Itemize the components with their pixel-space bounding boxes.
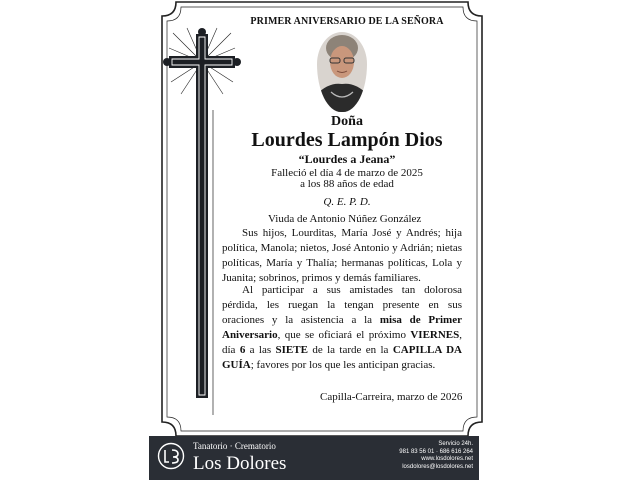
title-prefix: Doña (331, 114, 363, 129)
deceased-alias: “Lourdes a Jeana” (298, 152, 396, 166)
website-link[interactable]: www.losdolores.net (421, 456, 473, 462)
widow-line: Viuda de Antonio Núñez González (268, 213, 422, 225)
age-line: a los 88 años de edad (300, 178, 394, 190)
service-hours: Servicio 24h. (438, 441, 473, 447)
los-dolores-logo-icon (157, 442, 185, 470)
family-paragraph: Sus hijos, Lourditas, María José y Andrés; hija política, Manola; nietos, José Antonio y Adrián; nietas políticas, María y Thalía; hermanas políticas, Lola y Juanita; sobrinos, primos y demás familiares. (222, 227, 462, 284)
brand-name: Los Dolores (193, 453, 287, 474)
death-date-line: Falleció el día 4 de marzo de 2025 (271, 167, 423, 179)
email-link[interactable]: losdolores@losdolores.net (402, 463, 473, 470)
place-date: Capilla-Carreira, marzo de 2026 (320, 391, 463, 403)
funeral-home-footer (149, 436, 479, 480)
contact-info (399, 441, 473, 471)
deceased-name: Lourdes Lampón Dios (251, 129, 443, 151)
brand-tagline: Tanatorio · Crematorio (193, 441, 276, 451)
mass-notice-paragraph: Al participar a sus amistades tan dolorosa pérdida, les ruegan la tengan presente en sus oraciones y la asistencia a la misa de Primer Aniversario, que se oficiará el próximo VIERNES, día 6 a las SIETE de la tarde en la CAPILLA DA GUÍA; favores por los que les anticipan gracias. (222, 284, 462, 371)
phone-numbers: 981 83 56 01 · 686 616 264 (399, 448, 473, 455)
qepd-text: Q. E. P. D. (323, 196, 371, 208)
notice-heading: PRIMER ANIVERSARIO DE LA SEÑORA (250, 16, 444, 27)
